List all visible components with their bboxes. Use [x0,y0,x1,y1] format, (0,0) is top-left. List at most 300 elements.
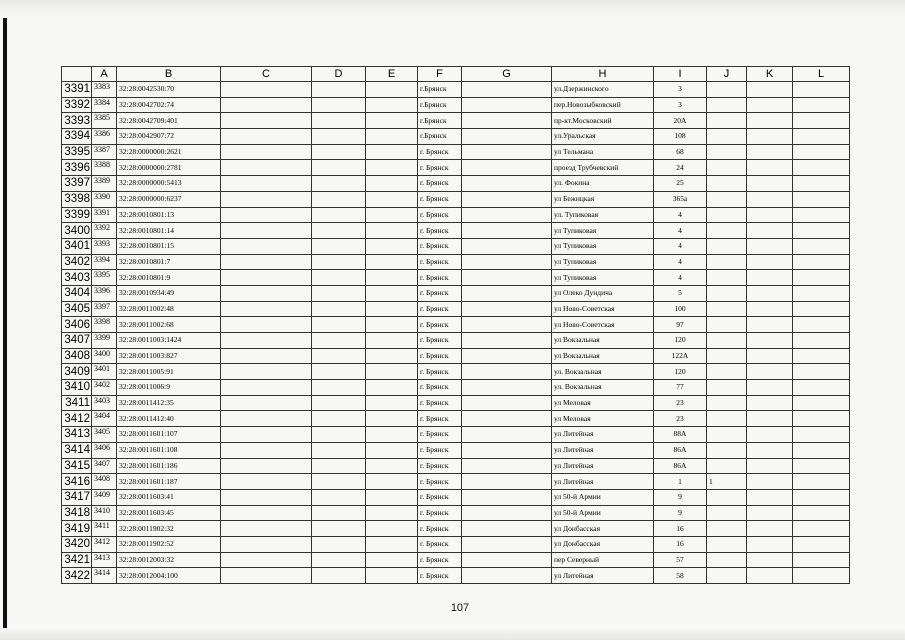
cell-e [366,191,418,207]
cell-j [707,97,747,113]
scan-top-margin [0,0,905,18]
cell-l [793,505,850,521]
cell-cadastral-number: 32:28:0010934:49 [117,285,221,301]
cell-house-number: 4 [654,207,707,223]
table-row [62,536,850,552]
cell-l [793,129,850,145]
row-number: 3420 [62,536,92,552]
cell-l [793,458,850,474]
cell-c [221,474,312,490]
cell-city: г.Брянск [418,129,462,145]
cell-k [747,238,793,254]
cell-j [707,191,747,207]
cell-g [462,489,552,505]
cell-g [462,458,552,474]
cell-l [793,364,850,380]
cell-e [366,254,418,270]
column-header-j: J [707,67,747,82]
cell-street: проезд Трубчевский [552,160,654,176]
cell-d [312,191,366,207]
cell-c [221,395,312,411]
row-number: 3412 [62,411,92,427]
cell-street: пр-кт.Московский [552,113,654,129]
cell-j [707,395,747,411]
table-row [62,442,850,458]
cell-city: г. Брянск [418,270,462,286]
cell-k [747,474,793,490]
cell-e [366,97,418,113]
cell-d [312,458,366,474]
cell-k [747,442,793,458]
scan-bottom-margin [0,628,905,640]
cell-a: 3399 [92,333,117,349]
cell-a: 3397 [92,301,117,317]
cell-l [793,333,850,349]
row-number: 3404 [62,285,92,301]
table-row [62,82,850,98]
cell-house-number: 86А [654,442,707,458]
row-number: 3398 [62,191,92,207]
cell-street: ул Ново-Советская [552,317,654,333]
table-row [62,207,850,223]
cell-c [221,254,312,270]
row-number: 3399 [62,207,92,223]
cell-c [221,82,312,98]
cell-e [366,285,418,301]
cell-e [366,317,418,333]
table-row [62,411,850,427]
table-row [62,521,850,537]
cell-l [793,442,850,458]
column-header-e: E [366,67,418,82]
cell-street: пер Северный [552,552,654,568]
cell-cadastral-number: 32:28:0010801:14 [117,223,221,239]
cell-g [462,238,552,254]
cell-l [793,285,850,301]
row-number: 3403 [62,270,92,286]
cell-e [366,364,418,380]
cell-house-number: 9 [654,489,707,505]
cell-j [707,333,747,349]
row-number: 3418 [62,505,92,521]
cell-city: г.Брянск [418,82,462,98]
cell-l [793,82,850,98]
row-number: 3396 [62,160,92,176]
row-number: 3392 [62,97,92,113]
cell-city: г. Брянск [418,458,462,474]
cell-c [221,411,312,427]
cell-k [747,333,793,349]
cell-cadastral-number: 32:28:0011412:40 [117,411,221,427]
cell-cadastral-number: 32:28:0011601:108 [117,442,221,458]
table-row [62,568,850,584]
table-row [62,129,850,145]
table-row [62,364,850,380]
table-row [62,348,850,364]
cell-l [793,474,850,490]
row-number: 3411 [62,395,92,411]
cell-e [366,380,418,396]
cell-d [312,270,366,286]
cell-d [312,333,366,349]
cell-e [366,568,418,584]
cell-a: 3394 [92,254,117,270]
cell-a: 3401 [92,364,117,380]
cell-house-number: 23 [654,411,707,427]
cell-a: 3403 [92,395,117,411]
cell-e [366,442,418,458]
cell-city: г. Брянск [418,285,462,301]
cell-house-number: 23 [654,395,707,411]
cell-house-number: 3 [654,97,707,113]
cell-l [793,348,850,364]
cell-city: г. Брянск [418,395,462,411]
cell-k [747,521,793,537]
cell-j [707,270,747,286]
cell-c [221,238,312,254]
cell-j: 1 [707,474,747,490]
cell-g [462,270,552,286]
cell-c [221,380,312,396]
cell-k [747,348,793,364]
table-row [62,113,850,129]
cell-street: ул Тупиковая [552,254,654,270]
cell-city: г.Брянск [418,97,462,113]
cell-g [462,536,552,552]
cell-a: 3407 [92,458,117,474]
cell-j [707,301,747,317]
cell-k [747,270,793,286]
cell-street: ул Литейная [552,458,654,474]
cell-c [221,458,312,474]
cell-e [366,270,418,286]
row-number: 3405 [62,301,92,317]
cell-street: ул.Дзержинского [552,82,654,98]
cell-cadastral-number: 32:28:0011412:35 [117,395,221,411]
cell-d [312,144,366,160]
cell-cadastral-number: 32:28:0011601:186 [117,458,221,474]
cell-house-number: 88А [654,427,707,443]
cell-j [707,160,747,176]
cell-k [747,489,793,505]
cell-street: ул Литейная [552,427,654,443]
cell-street: ул. Фокина [552,176,654,192]
cell-k [747,536,793,552]
cell-d [312,254,366,270]
cell-house-number: 120 [654,333,707,349]
cell-e [366,207,418,223]
cell-j [707,207,747,223]
cell-l [793,191,850,207]
cell-g [462,301,552,317]
cell-l [793,144,850,160]
cell-a: 3396 [92,285,117,301]
cell-g [462,505,552,521]
cell-city: г. Брянск [418,521,462,537]
row-number: 3407 [62,333,92,349]
cell-d [312,442,366,458]
cell-city: г. Брянск [418,176,462,192]
row-number: 3422 [62,568,92,584]
cell-d [312,285,366,301]
cell-a: 3405 [92,427,117,443]
cell-d [312,395,366,411]
table-row [62,176,850,192]
cell-city: г. Брянск [418,317,462,333]
cell-a: 3402 [92,380,117,396]
table-row [62,317,850,333]
cell-cadastral-number: 32:28:0000000:2621 [117,144,221,160]
cell-l [793,113,850,129]
cell-e [366,489,418,505]
spreadsheet-page [61,66,849,584]
cell-d [312,505,366,521]
cell-d [312,113,366,129]
table-row [62,505,850,521]
cell-d [312,129,366,145]
cell-l [793,395,850,411]
cell-l [793,223,850,239]
cell-city: г. Брянск [418,536,462,552]
cell-k [747,317,793,333]
cell-l [793,411,850,427]
cell-a: 3386 [92,129,117,145]
cell-a: 3398 [92,317,117,333]
cell-g [462,380,552,396]
cell-d [312,411,366,427]
cell-l [793,97,850,113]
cell-e [366,505,418,521]
cell-e [366,144,418,160]
cell-g [462,568,552,584]
cell-a: 3384 [92,97,117,113]
table-row [62,97,850,113]
cell-street: ул Литейная [552,442,654,458]
cell-c [221,129,312,145]
cell-house-number: 120 [654,364,707,380]
cell-k [747,144,793,160]
cell-street: ул Вокзальная [552,348,654,364]
cell-j [707,364,747,380]
cell-street: ул Меловая [552,411,654,427]
cell-g [462,348,552,364]
cell-j [707,442,747,458]
cell-a: 3393 [92,238,117,254]
cell-e [366,176,418,192]
cell-a: 3410 [92,505,117,521]
row-number: 3395 [62,144,92,160]
cell-j [707,552,747,568]
table-row [62,285,850,301]
cell-city: г. Брянск [418,144,462,160]
cell-street: ул Олеко Дундича [552,285,654,301]
row-number: 3413 [62,427,92,443]
row-number: 3401 [62,238,92,254]
cell-city: г. Брянск [418,568,462,584]
cell-house-number: 77 [654,380,707,396]
cell-l [793,270,850,286]
table-row [62,270,850,286]
cell-j [707,238,747,254]
cell-street: ул Донбасская [552,521,654,537]
cell-e [366,458,418,474]
cell-d [312,301,366,317]
cell-city: г. Брянск [418,160,462,176]
cell-a: 3406 [92,442,117,458]
cell-d [312,97,366,113]
cell-e [366,301,418,317]
cell-city: г. Брянск [418,380,462,396]
cell-d [312,552,366,568]
row-number: 3408 [62,348,92,364]
cell-cadastral-number: 32:28:0011603:45 [117,505,221,521]
cell-j [707,427,747,443]
cell-g [462,207,552,223]
cell-g [462,144,552,160]
cell-l [793,176,850,192]
cell-g [462,285,552,301]
table-row [62,474,850,490]
row-number: 3394 [62,129,92,145]
cell-cadastral-number: 32:28:0010801:15 [117,238,221,254]
cell-city: г.Брянск [418,113,462,129]
cell-c [221,489,312,505]
cell-j [707,223,747,239]
cell-e [366,552,418,568]
cell-g [462,223,552,239]
corner-cell [62,67,92,82]
cell-a: 3388 [92,160,117,176]
cell-d [312,568,366,584]
cell-j [707,521,747,537]
cell-cadastral-number: 32:28:0000000:5413 [117,176,221,192]
cell-d [312,536,366,552]
cell-l [793,427,850,443]
cell-g [462,254,552,270]
cell-city: г. Брянск [418,364,462,380]
cell-d [312,348,366,364]
cell-g [462,442,552,458]
cell-d [312,176,366,192]
cell-c [221,552,312,568]
cell-g [462,474,552,490]
cell-street: ул 50-й Армии [552,489,654,505]
cell-a: 3385 [92,113,117,129]
cell-house-number: 86А [654,458,707,474]
column-header-g: G [462,67,552,82]
cell-c [221,176,312,192]
cell-c [221,191,312,207]
cell-k [747,113,793,129]
cell-d [312,160,366,176]
cell-street: ул 50-й Армии [552,505,654,521]
cell-e [366,238,418,254]
cell-e [366,223,418,239]
cell-street: ул Тупиковая [552,223,654,239]
column-header-c: C [221,67,312,82]
column-header-row [62,67,850,82]
cell-house-number: 20А [654,113,707,129]
cell-house-number: 25 [654,176,707,192]
cell-house-number: 1 [654,474,707,490]
cell-k [747,160,793,176]
cell-house-number: 4 [654,270,707,286]
cell-street: ул. Вокзальная [552,364,654,380]
cell-d [312,82,366,98]
cell-cadastral-number: 32:28:0042530:70 [117,82,221,98]
cell-j [707,176,747,192]
cell-cadastral-number: 32:28:0011603:41 [117,489,221,505]
cell-k [747,176,793,192]
cell-a: 3387 [92,144,117,160]
cell-cadastral-number: 32:28:0010801:9 [117,270,221,286]
cell-cadastral-number: 32:28:0011902:52 [117,536,221,552]
cell-l [793,238,850,254]
cell-e [366,333,418,349]
cell-house-number: 4 [654,238,707,254]
cell-a: 3395 [92,270,117,286]
cell-d [312,364,366,380]
table-row [62,552,850,568]
cell-k [747,395,793,411]
cell-house-number: 3 [654,82,707,98]
cell-city: г. Брянск [418,505,462,521]
cell-k [747,458,793,474]
table-row [62,254,850,270]
cell-cadastral-number: 32:28:0011006:9 [117,380,221,396]
cell-g [462,176,552,192]
cell-street: ул Литейная [552,474,654,490]
cell-l [793,254,850,270]
cell-city: г. Брянск [418,333,462,349]
cell-city: г. Брянск [418,442,462,458]
cell-street: ул.Уральская [552,129,654,145]
table-row [62,333,850,349]
cell-street: ул Меловая [552,395,654,411]
cell-g [462,521,552,537]
cell-city: г. Брянск [418,552,462,568]
cell-j [707,536,747,552]
cell-house-number: 16 [654,521,707,537]
cell-city: г. Брянск [418,474,462,490]
cell-l [793,521,850,537]
cell-g [462,160,552,176]
cell-cadastral-number: 32:28:0011003:1424 [117,333,221,349]
cell-l [793,207,850,223]
cell-a: 3411 [92,521,117,537]
cell-c [221,97,312,113]
cell-cadastral-number: 32:28:0042907:72 [117,129,221,145]
cell-j [707,285,747,301]
cell-house-number: 108 [654,129,707,145]
table-body [62,82,850,584]
cell-k [747,223,793,239]
cell-street: ул Бежицкая [552,191,654,207]
cell-c [221,207,312,223]
cell-city: г. Брянск [418,223,462,239]
cell-c [221,364,312,380]
cell-city: г. Брянск [418,207,462,223]
row-number: 3410 [62,380,92,396]
cell-e [366,82,418,98]
column-header-a: A [92,67,117,82]
cell-k [747,411,793,427]
cell-street: ул Тупиковая [552,238,654,254]
cell-house-number: 58 [654,568,707,584]
cell-j [707,411,747,427]
cell-g [462,411,552,427]
cell-a: 3389 [92,176,117,192]
